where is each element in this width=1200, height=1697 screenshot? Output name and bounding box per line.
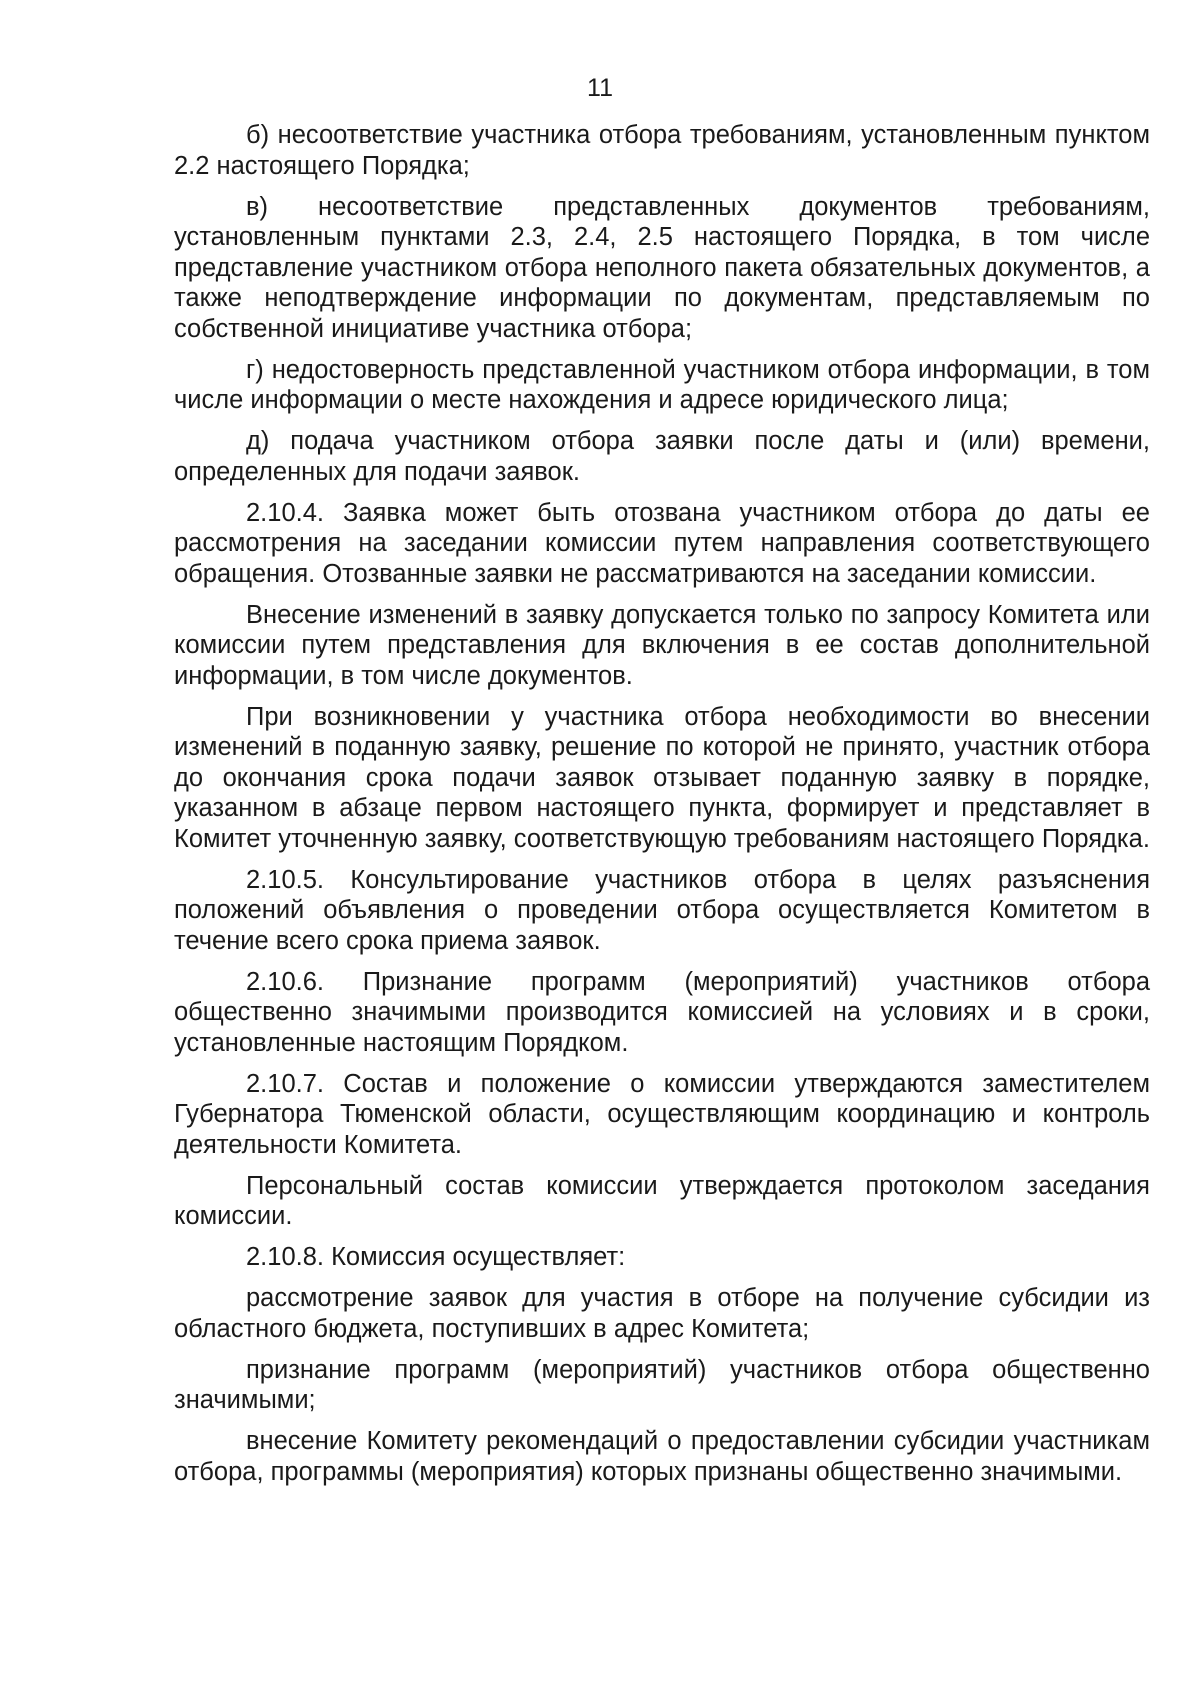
- clause-2-10-4: 2.10.4. Заявка может быть отозвана участником отбора до даты ее рассмотрения на заседании комиссии путем направления соответствующего обращения. Отозванные заявки не рассматриваются на заседании комиссии.: [174, 498, 1150, 588]
- clause-2-10-6: 2.10.6. Признание программ (мероприятий) участников отбора общественно значимыми производится комиссией на условиях и в сроки, установленные настоящим Порядком.: [174, 967, 1150, 1057]
- clause-2-10-8: 2.10.8. Комиссия осуществляет:: [246, 1243, 626, 1271]
- paragraph-resubmission: При возникновении у участника отбора необходимости во внесении изменений в поданную заявку, решение по которой не принято, участник отбора до окончания срока подачи заявок отзывает поданную заявку в порядке, указанном в абзаце первом настоящего пункта, формирует и представляет в Комитет уточненную заявку, соответствующую требованиям настоящего Порядка.: [174, 702, 1150, 853]
- clause-2-10-7: 2.10.7. Состав и положение о комиссии утверждаются заместителем Губернатора Тюменской области, осуществляющим координацию и контроль деятельности Комитета.: [174, 1069, 1150, 1159]
- commission-duty-review: рассмотрение заявок для участия в отборе на получение субсидии из областного бюджета, поступивших в адрес Комитета;: [174, 1284, 1150, 1343]
- paragraph-g: г) недостоверность представленной участником отбора информации, в том числе информации о месте нахождения и адресе юридического лица;: [174, 355, 1150, 414]
- document-body: [174, 120, 1150, 1498]
- clause-2-10-5: 2.10.5. Консультирование участников отбора в целях разъяснения положений объявления о проведении отбора осуществляется Комитетом в течение всего срока приема заявок.: [174, 865, 1150, 955]
- paragraph-commission-composition: Персональный состав комиссии утверждается протоколом заседания комиссии.: [174, 1171, 1150, 1230]
- paragraph-v: в) несоответствие представленных документов требованиям, установленным пунктами 2.3, 2.4, 2.5 настоящего Порядка, в том числе представление участником отбора неполного пакета обязательных документов, а также неподтверждение информации по документам, представляемым по собственной инициативе участника отбора;: [174, 192, 1150, 343]
- page-number: 11: [587, 74, 613, 102]
- commission-duty-recognition: признание программ (мероприятий) участников отбора общественно значимыми;: [174, 1355, 1150, 1414]
- paragraph-amendments: Внесение изменений в заявку допускается только по запросу Комитета или комиссии путем представления для включения в ее состав дополнительной информации, в том числе документов.: [174, 600, 1150, 690]
- paragraph-d: д) подача участником отбора заявки после даты и (или) времени, определенных для подачи заявок.: [174, 427, 1150, 486]
- commission-duty-recommendations: внесение Комитету рекомендаций о предоставлении субсидии участникам отбора, программы (мероприятия) которых признаны общественно значимыми.: [174, 1427, 1150, 1486]
- paragraph-b: б) несоответствие участника отбора требованиям, установленным пунктом 2.2 настоящего Порядка;: [174, 121, 1150, 180]
